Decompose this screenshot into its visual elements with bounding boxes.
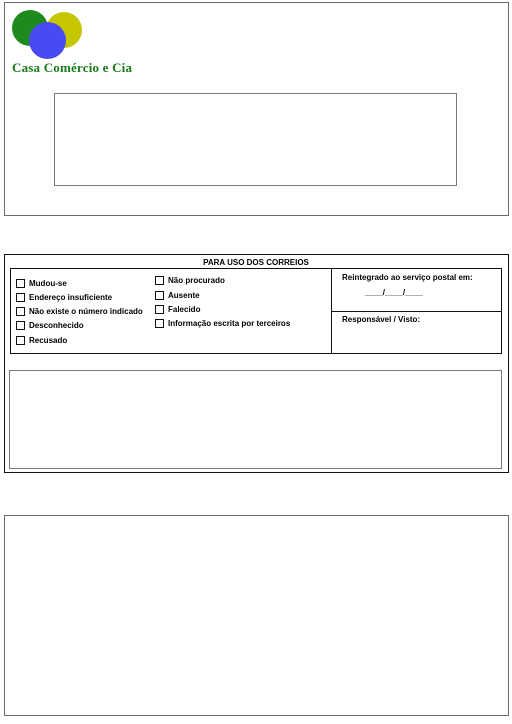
option-label: Falecido	[168, 305, 201, 314]
option-label: Informação escrita por terceiros	[168, 319, 291, 328]
correios-title: PARA USO DOS CORREIOS	[203, 258, 309, 267]
option-label: Não procurado	[168, 276, 225, 285]
option-label: Ausente	[168, 291, 200, 300]
option-endereco-insuficiente[interactable]	[16, 293, 112, 302]
checkbox[interactable]	[155, 291, 164, 300]
option-informacao-terceiros[interactable]	[155, 319, 290, 328]
option-label: Endereço insuficiente	[29, 293, 113, 302]
company-name: Casa Comércio e Cia	[12, 60, 133, 75]
bottom-panel	[4, 515, 509, 716]
option-mudou-se[interactable]	[16, 279, 67, 288]
option-label: Recusado	[29, 336, 68, 345]
checkbox[interactable]	[16, 336, 25, 345]
option-recusado[interactable]	[16, 336, 67, 345]
option-label: Desconhecido	[29, 321, 84, 330]
responsavel-label: Responsável / Visto:	[342, 315, 421, 324]
reintegrado-label: Reintegrado ao serviço postal em:	[342, 273, 473, 282]
checkbox[interactable]	[155, 305, 164, 314]
blue-circle-icon	[29, 22, 66, 59]
reintegration-divider	[331, 311, 502, 312]
checkbox[interactable]	[16, 307, 25, 316]
option-nao-existe-numero[interactable]	[16, 307, 143, 316]
checkbox[interactable]	[16, 293, 25, 302]
checkbox[interactable]	[16, 321, 25, 330]
notes-box[interactable]	[9, 370, 502, 469]
address-box[interactable]	[54, 93, 457, 186]
reintegrado-date-field[interactable]: ____/____/____	[365, 288, 423, 297]
checkbox[interactable]	[155, 276, 164, 285]
option-ausente[interactable]	[155, 291, 200, 300]
option-nao-procurado[interactable]	[155, 276, 225, 285]
checkbox[interactable]	[16, 279, 25, 288]
company-logo	[12, 10, 84, 62]
option-falecido[interactable]	[155, 305, 200, 314]
option-label: Não existe o número indicado	[29, 307, 143, 316]
checkbox[interactable]	[155, 319, 164, 328]
option-label: Mudou-se	[29, 279, 67, 288]
option-desconhecido[interactable]	[16, 321, 84, 330]
